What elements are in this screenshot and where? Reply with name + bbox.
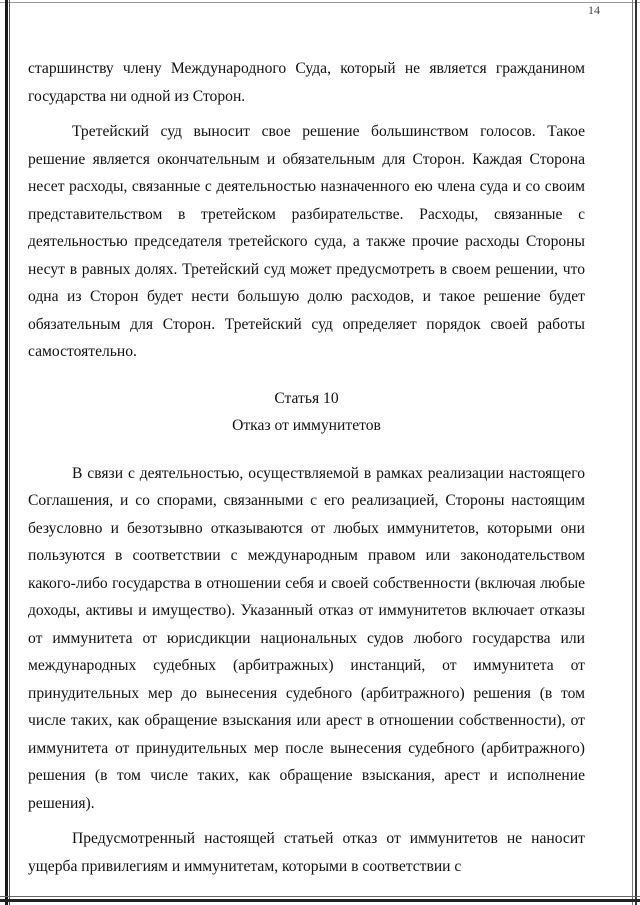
scan-border-top [0, 2, 640, 3]
paragraph-privileges: Предусмотренный настоящей статьей отказ от иммунитетов не наносит ущерба привилегиям и иммунитетам, которыми в соответствии с [28, 830, 585, 875]
scan-border-right-inner [632, 0, 633, 905]
article-title: Отказ от иммунитетов [232, 417, 381, 434]
scan-border-right [635, 0, 637, 905]
scan-border-bottom-inner [0, 896, 640, 897]
paragraph-immunity-waiver: В связи с деятельностью, осуществляемой в рамках реализации настоящего Соглашения, и со спорами, связанными с его реализацией, Стороны настоящим безусловно и безотзывно отказываются от любых иммунитетов, которыми они пользуются в соответствии с международным правом или законодательством какого-либо государства в отношении себя и своей собственности (включая любые доходы, активы и имущество). Указанный отказ от иммунитетов включает отказы от иммунитета от юрисдикции национальных судов любого государства или международных судебных (арбитражных) инстанций, от иммунитета от принудительных мер до вынесения судебного (арбитражного) решения (в том числе таких, как обращение взыскания или арест в отношении собственности), от иммунитета от принудительных мер после вынесения судебного (арбитражного) решения (в том числе таких, как обращение взыскания, арест и исполнение решения). [28, 464, 585, 812]
paragraph-continuation: старшинству члену Международного Суда, который не является гражданином государства ни одной из Сторон. [28, 60, 585, 105]
scan-border-left [5, 0, 8, 905]
article-number: Статья 10 [274, 389, 339, 407]
document-body [28, 55, 585, 880]
page-number: 14 [588, 3, 600, 17]
scan-border-bottom [0, 899, 640, 902]
scan-border-left-inner [9, 0, 10, 905]
paragraph-arbitration-decision: Третейский суд выносит свое решение большинством голосов. Такое решение является окончательным и обязательным для Сторон. Каждая Сторона несет расходы, связанные с деятельностью назначенного ею члена суда и со своим представительством в третейском разбирательстве. Расходы, связанные с деятельностью председателя третейского суда, а также прочие расходы Стороны несут в равных долях. Третейский суд может предусмотреть в своем решении, что одна из Сторон будет нести большую долю расходов, и такое решение будет обязательным для Сторон. Третейский суд определяет порядок своей работы самостоятельно. [28, 123, 585, 360]
